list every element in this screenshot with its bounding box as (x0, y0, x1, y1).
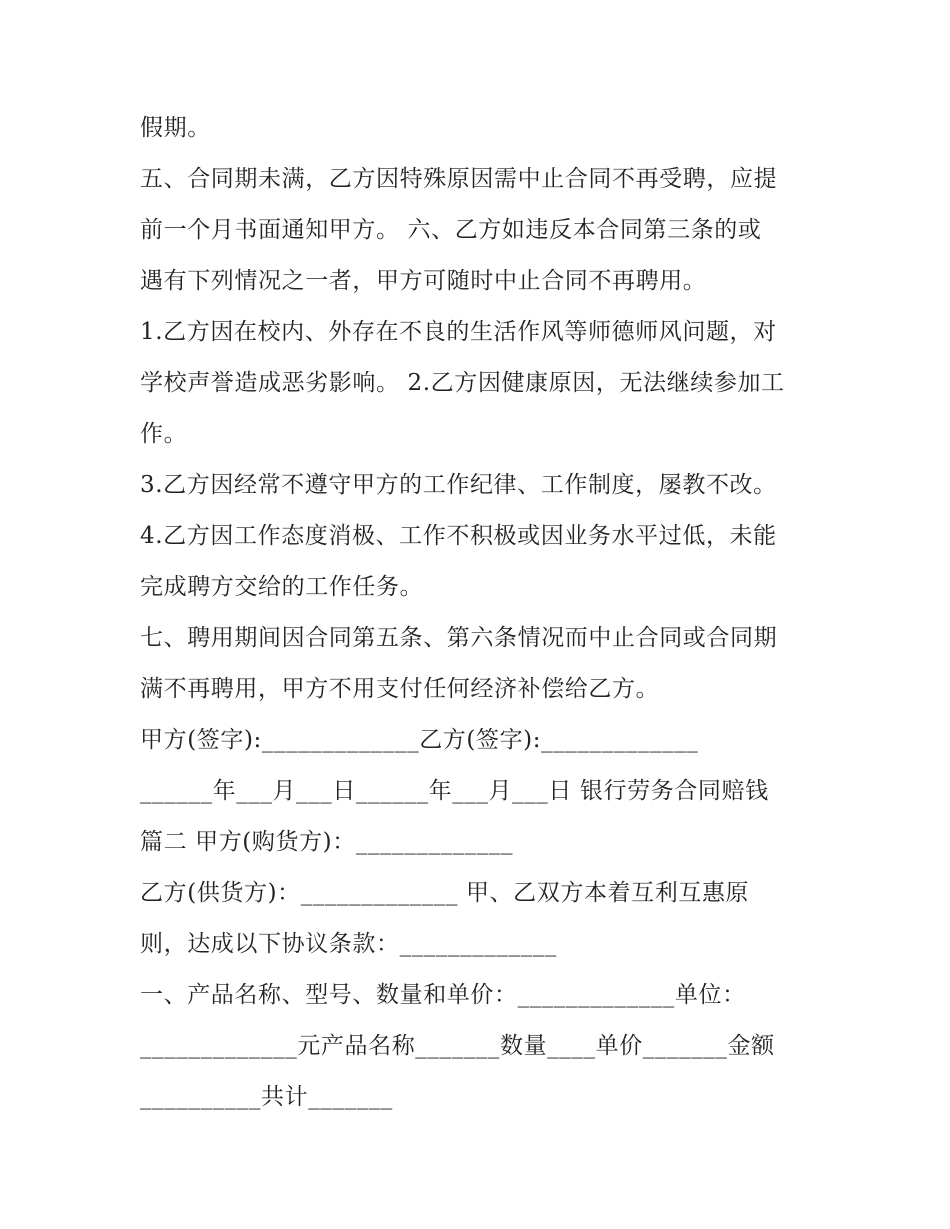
date-line: ______年___月___日______年___月___日 银行劳务合同赔钱 (140, 778, 769, 804)
text-line: 完成聘方交给的工作任务。 (140, 574, 424, 600)
text-line: 假期。 (140, 115, 211, 141)
text-line: 1.乙方因在校内、外存在不良的生活作风等师德师风问题，对 (140, 319, 777, 345)
text-line: 七、聘用期间因合同第五条、第六条情况而中止合同或合同期 (140, 625, 778, 651)
text-line: 五、合同期未满，乙方因特殊原因需中止合同不再受聘，应提 (140, 166, 778, 192)
text-line: 学校声誉造成恶劣影响。 2.乙方因健康原因，无法继续参加工 (140, 370, 785, 396)
text-line: 遇有下列情况之一者，甲方可随时中止合同不再聘用。 (140, 268, 707, 294)
text-line: 乙方(供货方)：_____________ 甲、乙双方本着互利互惠原 (140, 880, 750, 906)
text-line: 一、产品名称、型号、数量和单价：_____________单位： (140, 982, 746, 1008)
text-line: 3.乙方因经常不遵守甲方的工作纪律、工作制度，屡教不改。 (140, 472, 777, 498)
text-line: __________共计_______ (140, 1084, 393, 1110)
text-line: 4.乙方因工作态度消极、工作不积极或因业务水平过低，未能 (140, 523, 777, 549)
text-line: 满不再聘用，甲方不用支付任何经济补偿给乙方。 (140, 676, 660, 702)
text-line: 篇二 甲方(购货方)：_____________ (140, 829, 514, 855)
text-line: 前一个月书面通知甲方。 六、乙方如违反本合同第三条的或 (140, 217, 762, 243)
text-line: 则，达成以下协议条款：_____________ (140, 931, 557, 957)
signature-line: 甲方(签字):_____________乙方(签字):_____________ (140, 727, 699, 753)
text-line: 作。 (140, 421, 188, 447)
text-line: _____________元产品名称_______数量____单价_______金额 (140, 1033, 775, 1059)
